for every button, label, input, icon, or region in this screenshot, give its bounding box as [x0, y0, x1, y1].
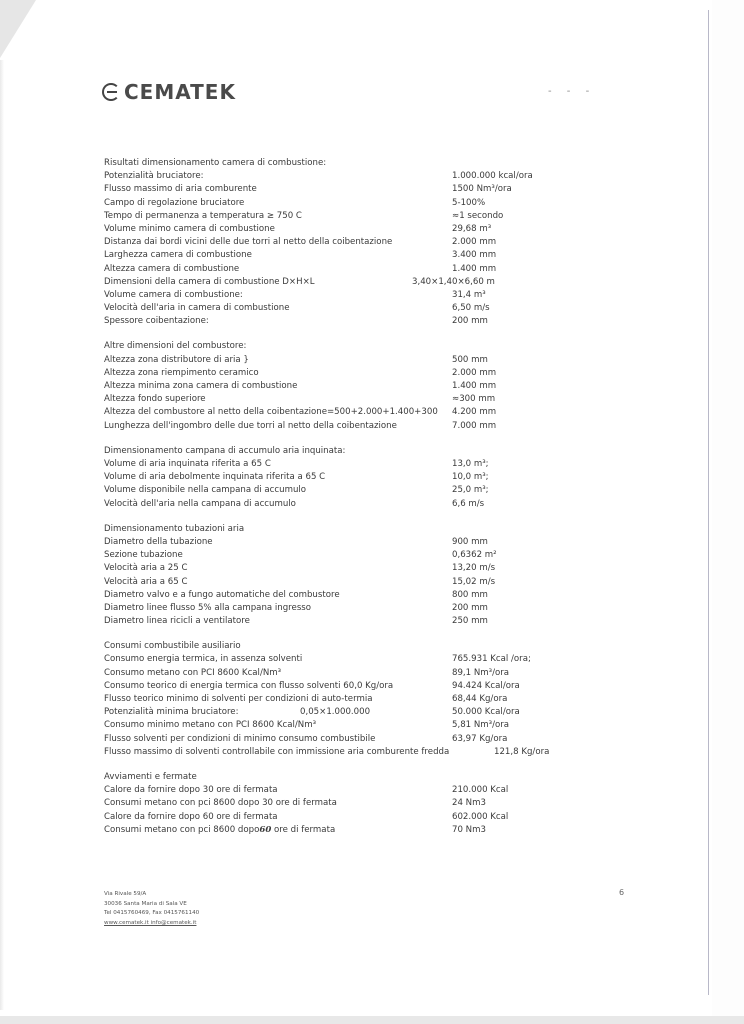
- footer-address: [104, 890, 199, 928]
- row-label: Consumo teorico di energia termica con flusso solventi 60,0 Kg/ora: [104, 680, 394, 691]
- row-value: ≈300 mm: [452, 394, 496, 405]
- row-label: Diametro valvo e a fungo automatiche del combustore: [104, 589, 340, 600]
- section: [104, 523, 584, 629]
- data-row: [104, 602, 584, 615]
- row-value: 13,20 m/s: [452, 563, 496, 574]
- data-row: [104, 653, 584, 666]
- row-label: Altezza minima zona camera di combustione: [104, 381, 298, 392]
- data-row: [104, 183, 584, 196]
- data-row: [104, 263, 584, 276]
- data-row: [104, 549, 584, 562]
- data-row: [104, 393, 584, 406]
- row-value: 210.000 Kcal: [452, 785, 509, 796]
- row-label: Altezza fondo superiore: [104, 394, 206, 405]
- row-value: 3,40×1,40×6,60 m: [412, 276, 495, 287]
- section-title: Dimensionamento tubazioni aria: [104, 523, 245, 534]
- row-label: Velocità dell'aria in camera di combustione: [104, 303, 290, 314]
- data-row: [104, 223, 584, 236]
- row-value: 10,0 m³;: [452, 472, 489, 483]
- data-row: [104, 706, 584, 719]
- data-row: [104, 680, 584, 693]
- row-label: Flusso solventi per condizioni di minimo consumo combustibile: [104, 733, 376, 744]
- section-title: Avviamenti e fermate: [104, 771, 197, 782]
- row-value: 250 mm: [452, 616, 488, 627]
- row-value: 29,68 m³: [452, 223, 492, 234]
- data-row: [104, 236, 584, 249]
- row-value: 765.931 Kcal /ora;: [452, 654, 531, 665]
- row-value: 5,81 Nm³/ora: [452, 720, 510, 731]
- row-label: Larghezza camera di combustione: [104, 250, 252, 261]
- row-value: 800 mm: [452, 589, 488, 600]
- row-label: Campo di regolazione bruciatore: [104, 197, 245, 208]
- folded-corner: [0, 0, 36, 58]
- data-row: [104, 562, 584, 575]
- data-row: [104, 249, 584, 262]
- row-label: Velocità dell'aria nella campana di accumulo: [104, 498, 296, 509]
- row-label: Altezza camera di combustione: [104, 263, 240, 274]
- data-row: [104, 498, 584, 511]
- row-label: Consumo minimo metano con PCI 8600 Kcal/Nm³: [104, 720, 317, 731]
- data-row: [104, 315, 584, 328]
- page-number: 6: [619, 888, 625, 897]
- row-label-text: Consumi metano con pci 8600 dopo: [104, 824, 260, 835]
- row-value: 2.000 mm: [452, 237, 497, 248]
- section-title: Altre dimensioni del combustore:: [104, 341, 247, 352]
- row-label: Flusso massimo di aria comburente: [104, 184, 257, 195]
- row-label: Calore da fornire dopo 30 ore di fermata: [104, 785, 278, 796]
- row-label: Distanza dai bordi vicini delle due torri al netto della coibentazione: [104, 237, 393, 248]
- row-value: 6,50 m/s: [452, 303, 490, 314]
- data-row: [104, 536, 584, 549]
- row-label: [104, 824, 335, 837]
- data-row: [104, 719, 584, 732]
- row-value: 200 mm: [452, 602, 488, 613]
- row-label: Velocità aria a 25 C: [104, 563, 188, 574]
- row-value: 70 Nm3: [452, 824, 486, 835]
- data-row: [104, 458, 584, 471]
- row-label: Altezza zona riempimento ceramico: [104, 367, 259, 378]
- data-row: [104, 811, 584, 824]
- row-value: 602.000 Kcal: [452, 811, 509, 822]
- data-row: [104, 784, 584, 797]
- section: [104, 771, 584, 837]
- data-row: [104, 471, 584, 484]
- row-value: ≈1 secondo: [452, 210, 504, 221]
- section-title: Risultati dimensionamento camera di combustione:: [104, 158, 327, 168]
- row-value: 24 Nm3: [452, 798, 486, 809]
- row-label: Diametro linee flusso 5% alla campana ingresso: [104, 602, 312, 613]
- data-row: [104, 589, 584, 602]
- row-label: Dimensioni della camera di combustione D×H×L: [104, 276, 315, 287]
- row-label: Flusso massimo di solventi controllabile con immissione aria comburente fredda: [104, 746, 450, 757]
- row-label: Lunghezza dell'ingombro delle due torri al netto della coibentazione: [104, 420, 397, 431]
- section: [104, 157, 584, 328]
- row-value: 31,4 m³: [452, 289, 486, 300]
- row-label: Sezione tubazione: [104, 550, 183, 561]
- row-label: Calore da fornire dopo 60 ore di fermata: [104, 811, 278, 822]
- data-row: [104, 367, 584, 380]
- data-row: [104, 420, 584, 433]
- row-value: 900 mm: [452, 536, 488, 547]
- row-value: 25,0 m³;: [452, 485, 489, 496]
- row-value: 63,97 Kg/ora: [452, 733, 508, 744]
- row-label: Consumo energia termica, in assenza solventi: [104, 654, 303, 665]
- row-label: Volume di aria debolmente inquinata riferita a 65 C: [104, 472, 326, 483]
- company-logo: [102, 80, 236, 104]
- left-shadow: [0, 60, 4, 1010]
- header-mark: - - -: [548, 86, 596, 97]
- data-row: [104, 354, 584, 367]
- section-title: Consumi combustibile ausiliario: [104, 641, 241, 652]
- section-title: Dimensionamento campana di accumulo aria inquinata:: [104, 445, 346, 456]
- row-value: 121,8 Kg/ora: [494, 746, 550, 757]
- scan-bottom-edge: [0, 1016, 744, 1024]
- row-value: 4.200 mm: [452, 407, 497, 418]
- row-value: 2.000 mm: [452, 367, 497, 378]
- data-row: [104, 484, 584, 497]
- row-label: Consumo metano con PCI 8600 Kcal/Nm³: [104, 667, 282, 678]
- data-row: [104, 733, 584, 746]
- row-label: Volume di aria inquinata riferita a 65 C: [104, 458, 271, 469]
- data-row: [104, 615, 584, 628]
- row-label: Altezza del combustore al netto della coibentazione=500+2.000+1.400+300: [104, 407, 438, 418]
- footer-line: Via Rivale 59/A: [104, 891, 147, 897]
- row-value: 7.000 mm: [452, 420, 497, 431]
- row-label: Spessore coibentazione:: [104, 316, 209, 327]
- data-row: [104, 210, 584, 223]
- row-value: 200 mm: [452, 316, 488, 327]
- row-label: Volume disponibile nella campana di accumulo: [104, 485, 307, 496]
- data-row: [104, 380, 584, 393]
- row-value: 1.400 mm: [452, 381, 497, 392]
- data-row: [104, 197, 584, 210]
- row-value: 5-100%: [452, 197, 486, 208]
- row-label: Diametro della tubazione: [104, 536, 213, 547]
- row-value: 500 mm: [452, 354, 488, 365]
- row-label: Consumi metano con pci 8600 dopo 30 ore di fermata: [104, 798, 337, 809]
- data-row: [104, 746, 584, 759]
- section: [104, 640, 584, 759]
- data-row: [104, 302, 584, 315]
- handwritten-number: 60: [259, 824, 272, 835]
- row-label-tail: ore di fermata: [271, 824, 336, 835]
- row-label: Flusso teorico minimo di solventi per condizioni di auto-termia: [104, 694, 373, 705]
- row-label: Diametro linea ricicli a ventilatore: [104, 616, 250, 627]
- row-label: Altezza zona distributore di aria }: [104, 354, 249, 365]
- row-label: Potenzialità bruciatore:: [104, 171, 204, 182]
- logo-text: CEMATEK: [124, 80, 236, 104]
- row-label: Volume minimo camera di combustione: [104, 223, 275, 234]
- row-value: 1.400 mm: [452, 263, 497, 274]
- row-value: 50.000 Kcal/ora: [452, 707, 520, 718]
- row-value: 94.424 Kcal/ora: [452, 680, 520, 691]
- row-label: Velocità aria a 65 C: [104, 576, 188, 587]
- data-row: [104, 797, 584, 810]
- row-value: 6,6 m/s: [452, 498, 485, 509]
- row-value: 89,1 Nm³/ora: [452, 667, 510, 678]
- row-value: 13,0 m³;: [452, 458, 489, 469]
- data-row: [104, 693, 584, 706]
- row-formula: 0,05×1.000.000: [300, 707, 371, 718]
- row-value: 0,6362 m²: [452, 550, 497, 561]
- row-value: 1.000.000 kcal/ora: [452, 171, 533, 182]
- footer-web-link[interactable]: www.cematek.it info@cematek.it: [104, 919, 197, 926]
- document-body: [104, 157, 584, 849]
- section: [104, 445, 584, 511]
- row-label: Tempo di permanenza a temperatura ≥ 750 C: [104, 210, 302, 221]
- data-row: [104, 824, 584, 837]
- footer-line: 30036 Santa Maria di Sala VE: [104, 900, 187, 907]
- footer-line: Tel 0415760469, Fax 0415761140: [104, 910, 200, 916]
- scan-margin: [712, 0, 744, 1024]
- row-value: 15,02 m/s: [452, 576, 496, 587]
- row-value: 1500 Nm³/ora: [452, 184, 512, 195]
- data-row: [104, 276, 584, 289]
- row-value: 68,44 Kg/ora: [452, 694, 508, 705]
- row-value: 3.400 mm: [452, 250, 497, 261]
- data-row: [104, 667, 584, 680]
- row-label: Potenzialità minima bruciatore:: [104, 707, 239, 718]
- data-row: [104, 406, 584, 419]
- logo-mark-icon: [102, 83, 120, 101]
- row-label: Volume camera di combustione:: [104, 289, 243, 300]
- data-row: [104, 576, 584, 589]
- page-edge: [708, 10, 709, 995]
- data-row: [104, 289, 584, 302]
- section: [104, 340, 584, 432]
- data-row: [104, 170, 584, 183]
